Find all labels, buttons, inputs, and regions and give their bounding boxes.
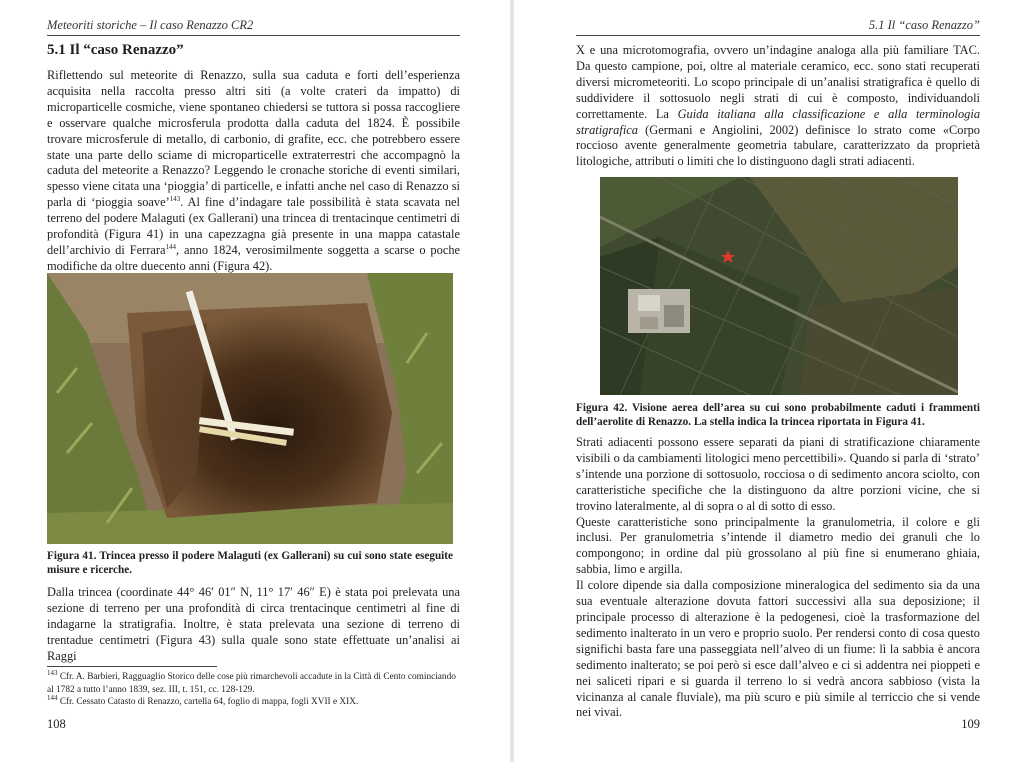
figure-42-aerial-photo (600, 177, 958, 395)
aerial-photo-image (600, 177, 958, 395)
footnote-rule (47, 666, 217, 667)
right-header-rule (576, 35, 980, 36)
left-header-rule (47, 35, 460, 36)
right-paragraph-3: Queste caratteristiche sono principalmente la granulometria, il colore e gli inclusi. Per granulometria s’intende il diametro medio dei granuli che lo compongono; in ordine dal più grossolano al più fine si enumerano ghiaia, sabbia, limo e argilla. (576, 514, 980, 577)
figure-41-caption: Figura 41. Trincea presso il podere Malaguti (ex Gallerani) su cui sono state eseguite misure e ricerche. (47, 550, 453, 576)
footnote-143-text: Cfr. A. Barbieri, Ragguaglio Storico delle cose più rimarchevoli accadute in la Città di Cento cominciando al 1782 a tutto l’anno 1839, sez. III, t. 151, cc. 128-129. (47, 672, 456, 695)
left-page (0, 0, 510, 762)
left-page-number: 108 (47, 717, 66, 731)
right-running-header: 5.1 Il “caso Renazzo” (868, 18, 980, 32)
section-title: 5.1 Il “caso Renazzo” (47, 42, 184, 58)
footnote-143 (47, 668, 460, 696)
right-para1-part-b: (Germani e Angiolini, 2002) definisce lo strato come «Corpo roccioso avente generalmente geometria tabulare, caratterizzato da proprietà litologiche, attributi o limiti che lo distinguono dagli strati adiacenti. (576, 122, 980, 169)
footnotes (47, 668, 460, 709)
trench-photo-image (47, 273, 453, 544)
para1-part-c: , anno 1824, verosimilmente soggetta a scarse o poche modifiche da oltre duecento anni (Figura 42). (47, 242, 461, 273)
left-paragraph-2: Dalla trincea (coordinate 44° 46′ 01″ N, 11° 17′ 46″ E) è stata poi prelevata una sezione di terreno per una profondità di circa trentacinque centimetri al fine di indagarne la stratigrafia. Inoltre, è stata prelevata una sezione di terreno di trentadue centimetri (Figura 43) sulla quale sono state effettuate un’analisi ai Raggi (47, 585, 460, 663)
footnote-ref-144[interactable]: 144 (165, 242, 176, 251)
figure-41-trench-photo (47, 273, 453, 544)
right-para1-italic-title: Guida italiana alla classificazione e alla terminologia stratigrafica (576, 106, 981, 137)
footnote-144-text: Cfr. Cessato Catasto di Renazzo, cartella 64, foglio di mappa, fogli XVII e XIX. (57, 697, 359, 708)
right-paragraph-4: Il colore dipende sia dalla composizione mineralogica del sedimento sia da una sua eventuale alterazione dovuta fattori successivi alla sua deposizione; il principale processo di alterazione è la pedogenesi, cioè la trasformazione del sedimento inalterato in un vero e proprio suolo. Per rendersi conto di cosa questo significhi basta fare una passeggiata nell’alveo di un fiume: lì la sabbia è ancora sedimento inalterato; se poi però si esce dall’alveo e ci si addentra nei pioppeti e nei saliceti ripari e si guarda il terreno lo si vedrà ancora sabbioso (vista la vicinanza al canale fluviale), ma più scuro e più simile al terriccio che si vende nei vivai. (576, 578, 980, 720)
para1-part-b: . Al fine d’indagare tale possibilità è stata scavata nel terreno del podere Malaguti (ex Gallerani) una trincea di trentacinque centimetri di profondità (Figura 41) in una capezzagna già presente in una mappa catastale dell’archivio di Ferrara (47, 195, 460, 257)
figure-42-caption: Figura 42. Visione aerea dell’area su cui sono probabilmente caduti i frammenti dell’aerolite di Renazzo. La stella indica la trincea riportata in Figura 41. (576, 402, 980, 428)
left-paragraph-1 (47, 68, 460, 275)
right-body-text (576, 435, 980, 721)
footnote-ref-143[interactable]: 143 (169, 195, 181, 204)
footnote-143-number: 143 (47, 668, 58, 677)
para1-part-a: Riflettendo sul meteorite di Renazzo, sulla sua caduta e forti dell’esperienza acquisita nella raccolta presso altri siti (a volte crateri da impatto) di microparticelle cosmiche, viene spontaneo chiedersi se tuttora si possa raccogliere e osservare qualche microsferula prodotta dalla caduta del 1824. È possibile trovare microsferule di metallo, di carbonio, di grafite, ecc. che potrebbero essere state una parte dello sciame di microparticelle extraterrestri che accompagnò la caduta del meteorite a Renazzo? Leggendo le cronache storiche di eventi similari, spesso viene citata una ‘pioggia’ di particelle, e infatti anche nel caso di Renazzo si parla di ‘pioggia soave’ (47, 68, 460, 210)
right-paragraph-2: Strati adiacenti possono essere separati da piani di stratificazione chiaramente visibili o da cambiamenti litologici meno percettibili». Quando si parla di ‘strato’ s’intende una porzione di sottosuolo, rocciosa o di sedimento ancora sciolto, con caratteristiche specifiche che la distinguono da altre porzioni vicine, che si trovino lateralmente, al di sopra o al di sotto di esso. (576, 435, 980, 513)
footnote-144 (47, 696, 460, 709)
right-page (514, 0, 1024, 762)
left-running-header: Meteoriti storiche – Il caso Renazzo CR2 (47, 18, 254, 32)
right-page-number: 109 (961, 717, 980, 731)
right-paragraph-1 (576, 43, 980, 170)
right-para1-part-a: X e una microtomografia, ovvero un’indagine analoga alla più familiare TAC. Da questo campione, poi, oltre al materiale ceramico, ecc. sono stati recuperati diversi micrometeoriti. Lo scopo principale di un’analisi stratigrafica è quello di suddividere il sottosuolo negli strati di cui è composto, individuandoli correttamente. La (576, 43, 980, 121)
footnote-144-number: 144 (47, 694, 58, 703)
